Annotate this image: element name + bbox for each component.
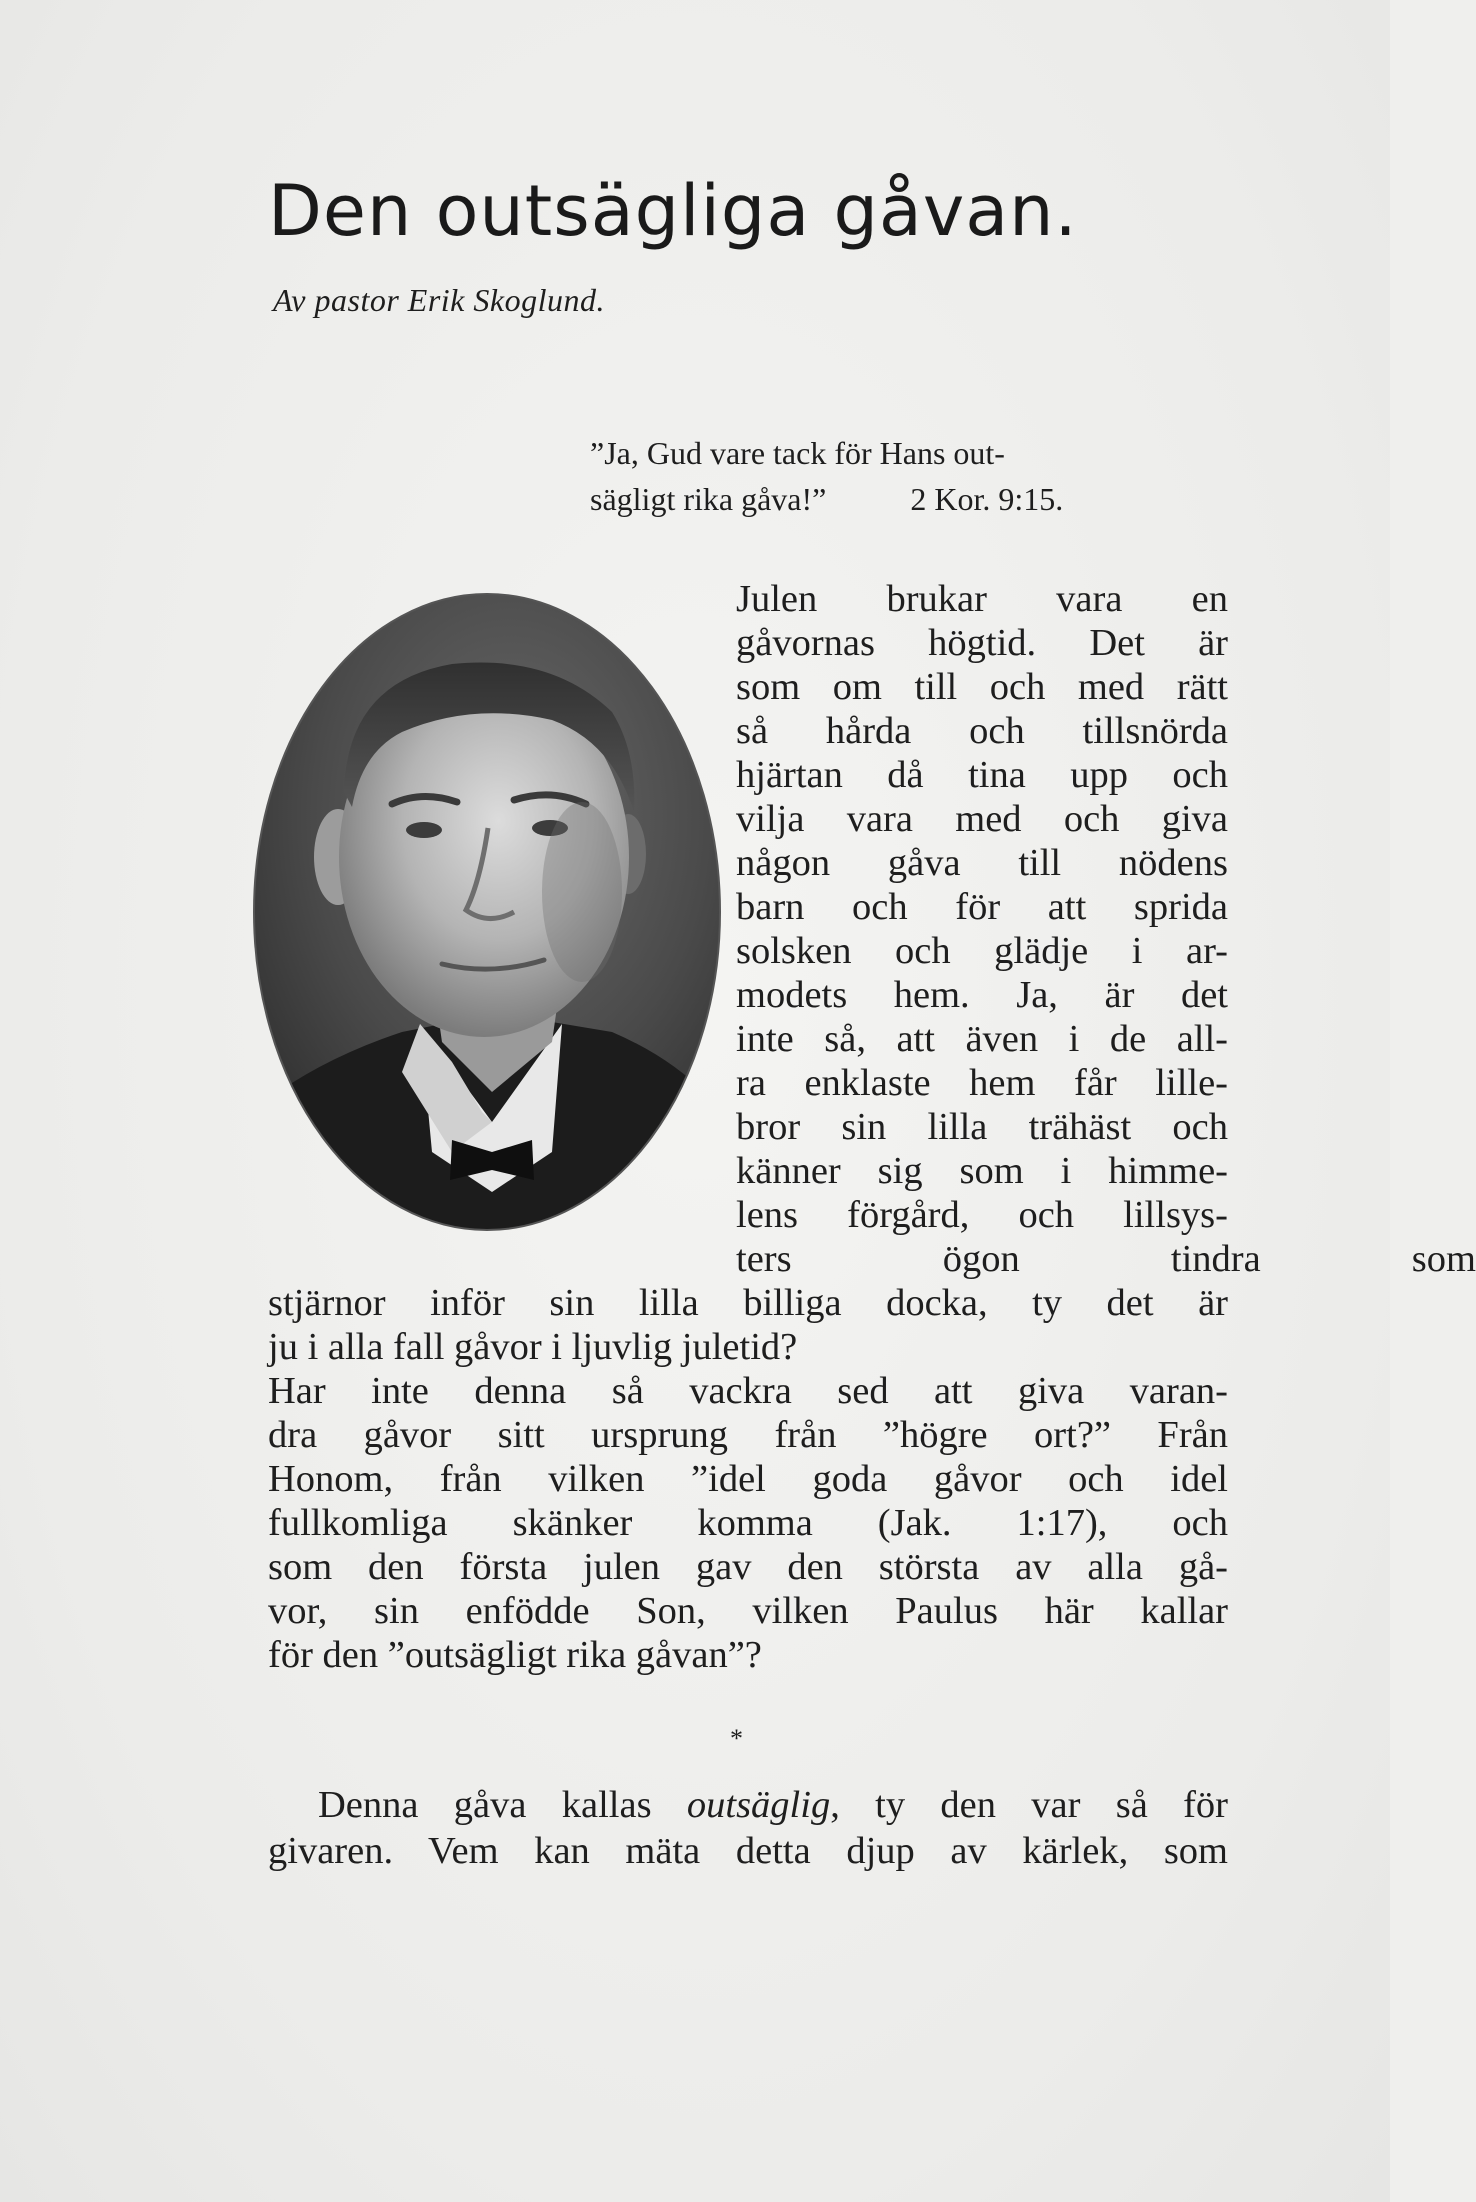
section-separator: * (730, 1724, 743, 1753)
text-line: Honom, från vilken ”idel goda gåvor och idel (268, 1458, 1228, 1500)
text-line: solsken och glädje i ar- (736, 930, 1228, 972)
text-line: barn och för att sprida (736, 886, 1228, 928)
epigraph-line-2 (590, 476, 1190, 522)
text-line: som den första julen gav den största av alla gå- (268, 1546, 1228, 1588)
text-line: för den ”outsägligt rika gåvan”? (268, 1634, 762, 1676)
text-fragment: , ty den var så för (830, 1784, 1228, 1826)
paragraph-1 (268, 577, 1476, 1677)
text-line: hjärtan då tina upp och (736, 754, 1228, 796)
text-line: stjärnor inför sin lilla billiga docka, ty det är (268, 1282, 1228, 1324)
text-line: lens förgård, och lillsys- (736, 1194, 1228, 1236)
emphasis-word: outsäglig (686, 1784, 831, 1826)
text-line: ters ögon tindra som (736, 1238, 1476, 1280)
text-line: fullkomliga skänker komma (Jak. 1:17), och (268, 1502, 1228, 1544)
author-byline: Av pastor Erik Skoglund. (273, 282, 605, 318)
text-line: dra gåvor sitt ursprung från ”högre ort?” Från (268, 1414, 1228, 1456)
paragraph-3 (268, 1782, 1228, 1874)
epigraph-reference: 2 Kor. 9:15. (910, 481, 1064, 517)
text-line: vilja vara med och giva (736, 798, 1228, 840)
text-line: modets hem. Ja, är det (736, 974, 1228, 1016)
text-line: som om till och med rätt (736, 666, 1228, 708)
text-line: känner sig som i himme- (736, 1150, 1228, 1192)
text-line: givaren. Vem kan mäta detta djup av kärlek, som (268, 1830, 1228, 1872)
text-line: ju i alla fall gåvor i ljuvlig juletid? (268, 1326, 798, 1368)
text-line: ra enklaste hem får lille- (736, 1062, 1228, 1104)
article-title: Den outsägliga gåvan. (268, 170, 1078, 252)
epigraph-line-1: ”Ja, Gud vare tack för Hans out- (590, 435, 1005, 471)
text-line: gåvornas högtid. Det är (736, 622, 1228, 664)
text-line: vor, sin enfödde Son, vilken Paulus här kallar (268, 1590, 1228, 1632)
text-line: inte så, att även i de all- (736, 1018, 1228, 1060)
text-line: så hårda och tillsnörda (736, 710, 1228, 752)
text-fragment: Denna gåva kallas (318, 1784, 687, 1826)
text-line: någon gåva till nödens (736, 842, 1228, 884)
epigraph-quote-end: sägligt rika gåva!” (590, 481, 827, 517)
text-line: Julen brukar vara en (736, 578, 1228, 620)
text-line: bror sin lilla trähäst och (736, 1106, 1228, 1148)
bible-epigraph (590, 430, 1190, 522)
text-line: Har inte denna så vackra sed att giva varan- (268, 1370, 1228, 1412)
text-line (268, 1782, 1228, 1828)
